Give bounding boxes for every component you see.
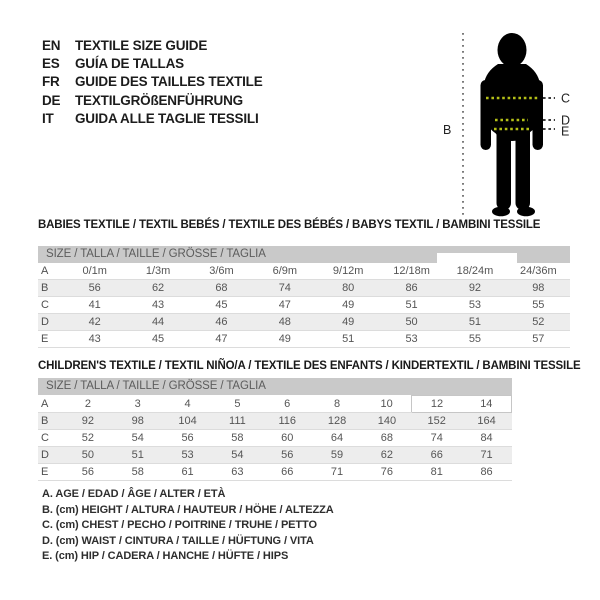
- babies-size-table: [38, 263, 570, 348]
- language-code: ES: [42, 56, 60, 72]
- size-cell: 56: [262, 447, 312, 464]
- size-cell: 98: [507, 280, 570, 297]
- legend-item: B. (cm) HEIGHT / ALTURA / HAUTEUR / HÖHE / ALTEZZA: [42, 503, 334, 516]
- legend-item: E. (cm) HIP / CADERA / HANCHE / HÜFTE / HIPS: [42, 550, 289, 563]
- measurement-legend: [42, 487, 334, 565]
- size-cell: 66: [412, 447, 462, 464]
- size-cell: 50: [63, 447, 113, 464]
- size-cell: 49: [317, 297, 380, 314]
- size-cell: 51: [380, 297, 443, 314]
- row-label: E: [38, 464, 63, 481]
- size-cell: 104: [163, 413, 213, 430]
- table-row: [38, 396, 512, 413]
- size-cell: 71: [462, 447, 512, 464]
- size-cell: 42: [63, 314, 126, 331]
- language-title-list: [42, 37, 263, 128]
- size-cell: 111: [212, 413, 262, 430]
- size-cell: 56: [63, 464, 113, 481]
- table-row: [38, 430, 512, 447]
- size-cell: 62: [362, 447, 412, 464]
- language-title: GUIDE DES TAILLES TEXTILE: [75, 74, 263, 90]
- size-cell: 45: [190, 297, 253, 314]
- language-title: TEXTILE SIZE GUIDE: [75, 38, 208, 53]
- size-cell: 164: [462, 413, 512, 430]
- language-code: DE: [42, 92, 61, 108]
- row-label: E: [38, 331, 63, 348]
- size-cell: 10: [362, 396, 412, 413]
- children-table-title: CHILDREN'S TEXTILE / TEXTIL NIÑO/A / TEXTILE DES ENFANTS / KINDERTEXTIL / BAMBINI TESSILE: [38, 360, 581, 372]
- table-row: [38, 331, 570, 348]
- table-row: [38, 263, 570, 280]
- size-cell: 47: [190, 331, 253, 348]
- size-cell: 45: [126, 331, 189, 348]
- size-cell: 58: [113, 464, 163, 481]
- hip-line-label: E: [561, 124, 570, 139]
- children-size-header: SIZE / TALLA / TAILLE / GRÖSSE / TAGLIA: [38, 378, 512, 395]
- row-label: C: [38, 297, 63, 314]
- size-cell: 68: [190, 280, 253, 297]
- chest-line-label: C: [561, 91, 571, 106]
- language-code: IT: [42, 110, 54, 126]
- size-cell: 80: [317, 280, 380, 297]
- size-cell: 46: [190, 314, 253, 331]
- row-label: D: [38, 447, 63, 464]
- size-cell: 59: [312, 447, 362, 464]
- legend-item: D. (cm) WAIST / CINTURA / TAILLE / HÜFTUNG / VITA: [42, 534, 314, 547]
- row-label: D: [38, 314, 63, 331]
- size-cell: 49: [253, 331, 316, 348]
- row-label: B: [38, 280, 63, 297]
- size-cell: 55: [507, 297, 570, 314]
- language-code: FR: [42, 74, 60, 90]
- table-row: [38, 297, 570, 314]
- size-cell: 48: [253, 314, 316, 331]
- size-cell: 53: [163, 447, 213, 464]
- size-cell: 3/6m: [190, 263, 253, 280]
- size-cell: 140: [362, 413, 412, 430]
- size-cell: 57: [507, 331, 570, 348]
- height-line-label: B: [443, 123, 452, 137]
- language-title: GUIDA ALLE TAGLIE TESSILI: [75, 110, 259, 126]
- size-cell: 76: [362, 464, 412, 481]
- babies-table-wrap: [38, 246, 570, 348]
- size-cell: 53: [380, 331, 443, 348]
- size-cell: 62: [126, 280, 189, 297]
- size-cell: 1/3m: [126, 263, 189, 280]
- size-cell: 0/1m: [63, 263, 126, 280]
- children-size-table: [38, 395, 512, 481]
- size-cell: 92: [443, 280, 506, 297]
- size-cell: 43: [126, 297, 189, 314]
- size-cell: 50: [380, 314, 443, 331]
- size-cell: 56: [63, 280, 126, 297]
- babies-table-title: BABIES TEXTILE / TEXTIL BEBÉS / TEXTILE DES BÉBÉS / BABYS TEXTIL / BAMBINI TESSILE: [38, 219, 541, 231]
- size-cell: 81: [412, 464, 462, 481]
- size-cell: 2: [63, 396, 113, 413]
- size-cell: 86: [462, 464, 512, 481]
- size-cell: 56: [163, 430, 213, 447]
- size-cell: 116: [262, 413, 312, 430]
- size-cell: 51: [443, 314, 506, 331]
- size-cell: 12: [412, 396, 462, 413]
- size-cell: 66: [262, 464, 312, 481]
- size-cell: 58: [212, 430, 262, 447]
- size-cell: 49: [317, 314, 380, 331]
- size-cell: 8: [312, 396, 362, 413]
- size-cell: 43: [63, 331, 126, 348]
- row-label: B: [38, 413, 63, 430]
- size-cell: 12/18m: [380, 263, 443, 280]
- babies-size-header: SIZE / TALLA / TAILLE / GRÖSSE / TAGLIA: [38, 246, 570, 263]
- waist-line-label: D: [561, 113, 571, 128]
- legend-item: A. AGE / EDAD / ÂGE / ALTER / ETÀ: [42, 488, 226, 500]
- size-cell: 74: [253, 280, 316, 297]
- size-cell: 51: [113, 447, 163, 464]
- language-row: [42, 92, 263, 110]
- row-label: A: [38, 396, 63, 413]
- size-cell: 68: [362, 430, 412, 447]
- language-row: [42, 37, 263, 55]
- language-code: EN: [42, 38, 61, 53]
- size-cell: 52: [63, 430, 113, 447]
- size-cell: 84: [462, 430, 512, 447]
- language-row: [42, 110, 263, 128]
- size-cell: 64: [312, 430, 362, 447]
- child-silhouette: [481, 33, 544, 216]
- size-cell: 9/12m: [317, 263, 380, 280]
- size-cell: 14: [462, 396, 512, 413]
- size-cell: 92: [63, 413, 113, 430]
- size-cell: 71: [312, 464, 362, 481]
- size-cell: 4: [163, 396, 213, 413]
- size-cell: 5: [212, 396, 262, 413]
- size-cell: 47: [253, 297, 316, 314]
- size-cell: 3: [113, 396, 163, 413]
- size-cell: 53: [443, 297, 506, 314]
- size-cell: 41: [63, 297, 126, 314]
- language-title: GUÍA DE TALLAS: [75, 56, 184, 72]
- size-cell: 60: [262, 430, 312, 447]
- size-cell: 18/24m: [443, 263, 506, 280]
- size-cell: 61: [163, 464, 213, 481]
- row-label: C: [38, 430, 63, 447]
- measurement-figure: [440, 18, 592, 224]
- size-cell: 63: [212, 464, 262, 481]
- size-cell: 98: [113, 413, 163, 430]
- legend-item: C. (cm) CHEST / PECHO / POITRINE / TRUHE / PETTO: [42, 519, 317, 532]
- table-row: [38, 280, 570, 297]
- language-row: [42, 55, 263, 73]
- table-row: [38, 413, 512, 430]
- table-row: [38, 447, 512, 464]
- size-cell: 54: [113, 430, 163, 447]
- row-label: A: [38, 263, 63, 280]
- size-cell: 74: [412, 430, 462, 447]
- size-cell: 86: [380, 280, 443, 297]
- child-silhouette-diagram: [440, 18, 592, 224]
- language-title: TEXTILGRÖßENFÜHRUNG: [75, 92, 243, 108]
- language-row: [42, 73, 263, 91]
- size-cell: 6/9m: [253, 263, 316, 280]
- size-cell: 55: [443, 331, 506, 348]
- size-cell: 24/36m: [507, 263, 570, 280]
- size-cell: 51: [317, 331, 380, 348]
- size-cell: 54: [212, 447, 262, 464]
- children-table-wrap: [38, 378, 512, 481]
- table-row: [38, 314, 570, 331]
- size-cell: 6: [262, 396, 312, 413]
- size-cell: 128: [312, 413, 362, 430]
- table-row: [38, 464, 512, 481]
- size-cell: 52: [507, 314, 570, 331]
- size-cell: 44: [126, 314, 189, 331]
- size-cell: 152: [412, 413, 462, 430]
